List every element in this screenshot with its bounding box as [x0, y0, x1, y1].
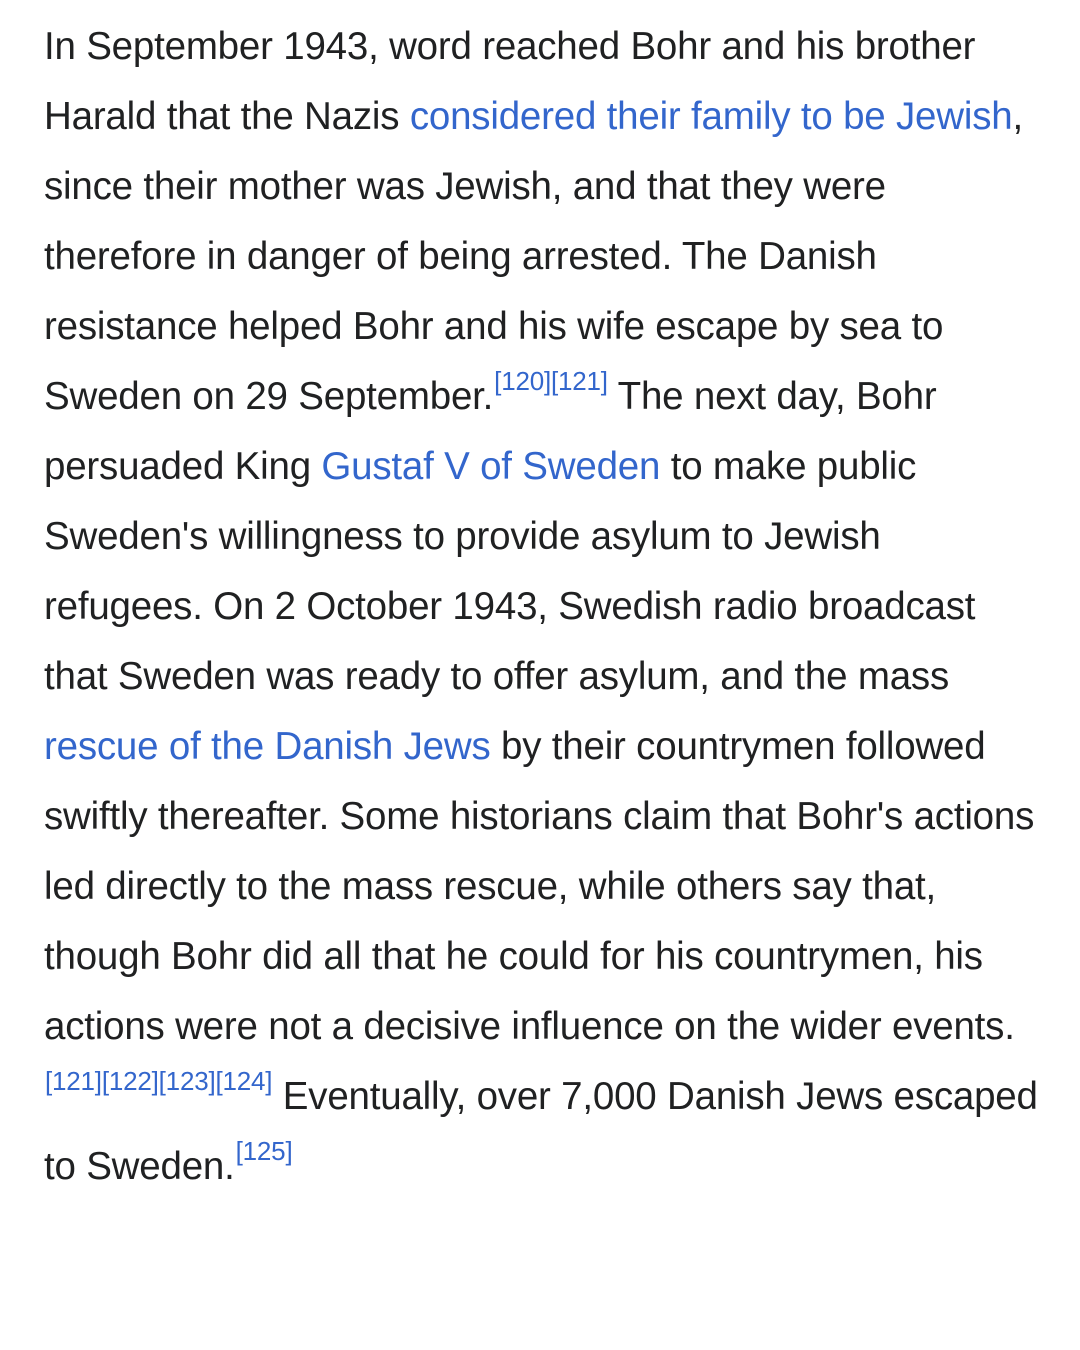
link-gustaf-v-of-sweden[interactable]: Gustaf V of Sweden: [321, 445, 661, 488]
paragraph-text: , since their mother was Jewish, and that they were therefore in danger of being arrested. The Danish resistance helped Bohr and his wife escape by sea to Sweden on 29 September.: [44, 95, 1023, 418]
citation-121[interactable]: [121]: [551, 365, 608, 396]
citation-123[interactable]: [123]: [158, 1065, 216, 1096]
citation-122[interactable]: [122]: [101, 1065, 159, 1096]
citation-group: [494, 366, 608, 396]
citation-121[interactable]: [121]: [45, 1065, 102, 1096]
paragraph-bohr-escape: [44, 12, 1044, 1202]
citation-120[interactable]: [120]: [494, 365, 551, 396]
paragraph-text: Eventually, over 7,000 Danish Jews escaped to Sweden.: [44, 1075, 1038, 1188]
paragraph-text: The next day, Bohr persuaded King: [44, 375, 937, 488]
citation-group: [236, 1136, 293, 1166]
citation-125[interactable]: [125]: [235, 1135, 293, 1166]
paragraph-text: to make public Sweden's willingness to provide asylum to Jewish refugees. On 2 October 1943, Swedish radio broadcast that Sweden was ready to offer asylum, and the mass: [44, 445, 976, 698]
citation-124[interactable]: [124]: [215, 1065, 273, 1096]
paragraph-text: In September 1943, word reached Bohr and his brother Harald that the Nazis: [44, 25, 976, 138]
paragraph-text: by their countrymen followed swiftly thereafter. Some historians claim that Bohr's actions led directly to the mass rescue, while others say that, though Bohr did all that he could for his countrymen, his actions were not a decisive influence on the wider events.: [44, 725, 1035, 1048]
link-considered-family-jewish[interactable]: considered their family to be Jewish: [409, 95, 1013, 138]
link-rescue-of-danish-jews[interactable]: rescue of the Danish Jews: [44, 725, 491, 768]
article-body: [44, 12, 1044, 1202]
citation-group: [45, 1066, 272, 1096]
